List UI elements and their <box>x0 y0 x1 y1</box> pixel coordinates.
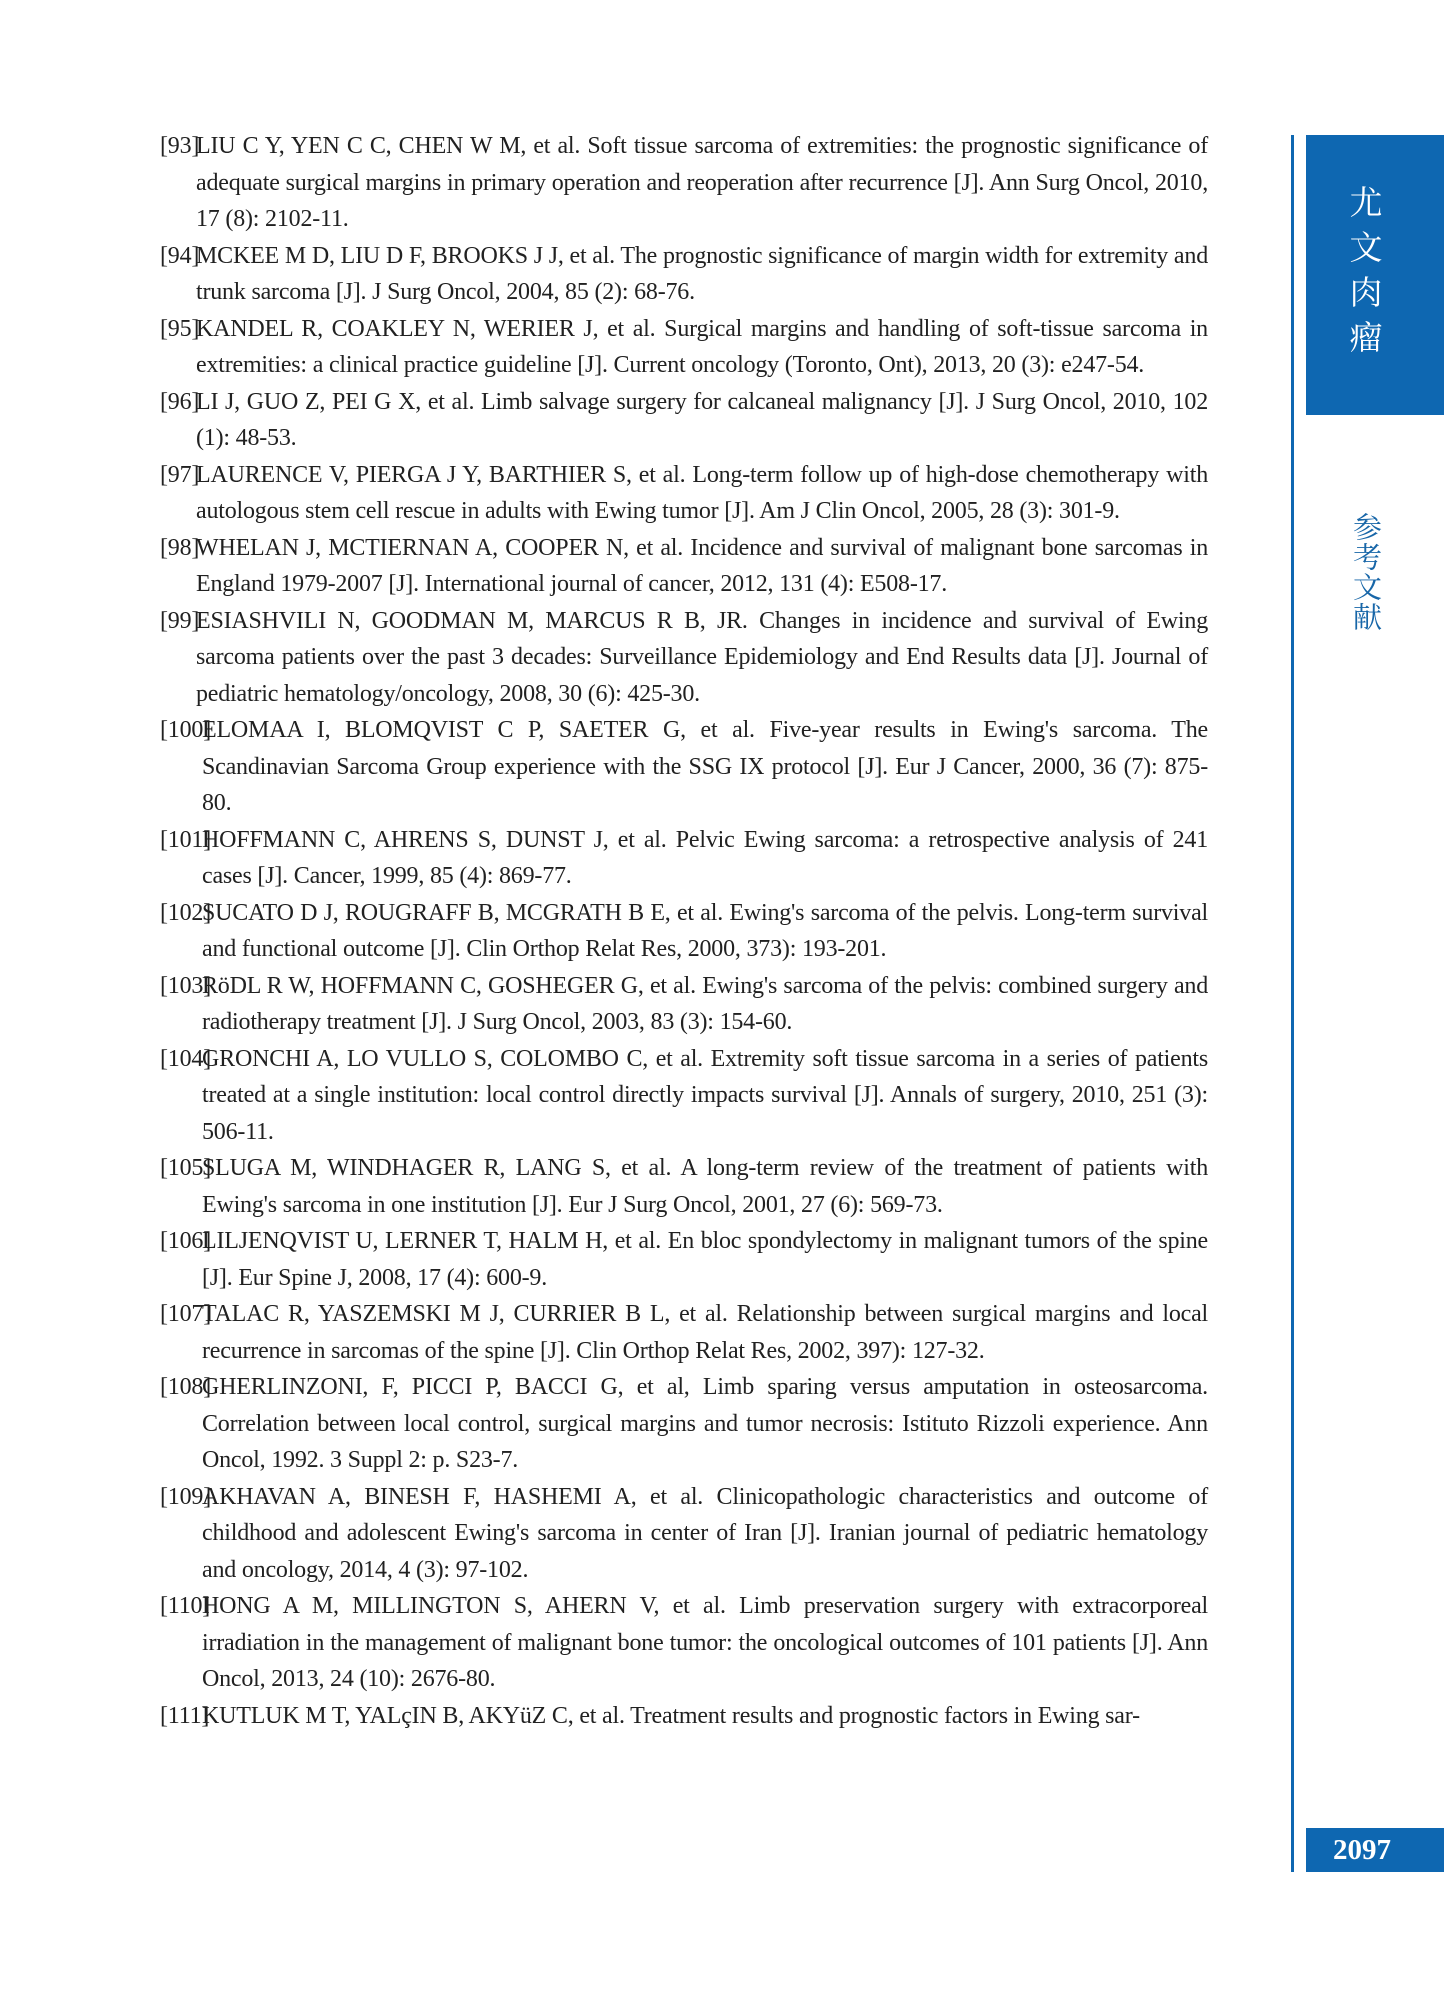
page-number-badge <box>1306 1828 1444 1872</box>
reference-text: TALAC R, YASZEMSKI M J, CURRIER B L, et al. Relationship between surgical margins and local recurrence in sarcomas of the spine [J]. Clin Orthop Relat Res, 2002, 397): 127-32. <box>202 1301 1208 1364</box>
reference-number: [108] <box>160 1374 211 1400</box>
reference-item <box>160 1223 1208 1296</box>
reference-number: [95] <box>160 315 200 342</box>
reference-text: LI J, GUO Z, PEI G X, et al. Limb salvage surgery for calcaneal malignancy [J]. J Surg Oncol, 2010, 102 (1): 48-53. <box>196 388 1208 451</box>
reference-text: LAURENCE V, PIERGA J Y, BARTHIER S, et al. Long-term follow up of high-dose chemotherapy with autologous stem cell rescue in adults with Ewing tumor [J]. Am J Clin Oncol, 2005, 28 (3): 301-9. <box>196 461 1208 524</box>
reference-number: [93] <box>160 133 200 159</box>
reference-text: KANDEL R, COAKLEY N, WERIER J, et al. Surgical margins and handling of soft-tissue sarcoma in extremities: a clinical practice guideline [J]. Current oncology (Toronto, Ont), 2013, 20 (3): e247-54. <box>196 315 1208 378</box>
reference-item <box>160 1369 1208 1479</box>
reference-number: [99] <box>160 607 200 634</box>
reference-number: [110] <box>160 1593 211 1619</box>
reference-text: MCKEE M D, LIU D F, BROOKS J J, et al. The prognostic significance of margin width for extremity and trunk sarcoma [J]. J Surg Oncol, 2004, 85 (2): 68-76. <box>196 242 1208 305</box>
chapter-tab <box>1306 135 1444 415</box>
reference-item <box>160 530 1208 603</box>
reference-item <box>160 1296 1208 1369</box>
reference-number: [94] <box>160 242 200 269</box>
reference-number: [97] <box>160 461 200 488</box>
page-number: 2097 <box>1333 1833 1391 1866</box>
reference-number: [107] <box>160 1301 211 1327</box>
reference-text: LIU C Y, YEN C C, CHEN W M, et al. Soft tissue sarcoma of extremities: the prognostic significance of adequate surgical margins in primary operation and reoperation after recurrence [J]. Ann Surg Oncol, 2010, 17 (8): 2102-11. <box>196 133 1208 232</box>
reference-number: [100] <box>160 717 211 743</box>
chapter-tab-label: 尤文肉瘤 <box>1345 185 1383 365</box>
reference-item <box>160 603 1208 713</box>
reference-number: [103] <box>160 972 211 999</box>
reference-number: [111] <box>160 1702 210 1729</box>
reference-text: SUCATO D J, ROUGRAFF B, MCGRATH B E, et al. Ewing's sarcoma of the pelvis. Long-term survival and functional outcome [J]. Clin Orthop Relat Res, 2000, 373): 193-201. <box>202 899 1208 962</box>
reference-text: ELOMAA I, BLOMQVIST C P, SAETER G, et al. Five-year results in Ewing's sarcoma. The Scandinavian Sarcoma Group experience with the SSG IX protocol [J]. Eur J Cancer, 2000, 36 (7): 875-80. <box>202 717 1208 816</box>
reference-text: KUTLUK M T, YALçIN B, AKYüZ C, et al. Treatment results and prognostic factors in Ewing sar- <box>202 1702 1140 1729</box>
reference-number: [101] <box>160 826 211 853</box>
reference-text: HONG A M, MILLINGTON S, AHERN V, et al. Limb preservation surgery with extracorporeal irradiation in the management of malignant bone tumor: the oncological outcomes of 101 patients [J]. Ann Oncol, 2013, 24 (10): 2676-80. <box>202 1593 1208 1692</box>
reference-text: RöDL R W, HOFFMANN C, GOSHEGER G, et al. Ewing's sarcoma of the pelvis: combined surgery and radiotherapy treatment [J]. J Surg Oncol, 2003, 83 (3): 154-60. <box>202 972 1208 1035</box>
reference-text: GHERLINZONI, F, PICCI P, BACCI G, et al, Limb sparing versus amputation in osteosarcoma. Correlation between local control, surgical margins and tumor necrosis: Istituto Rizzoli experience. Ann Oncol, 1992. 3 Suppl 2: p. S23-7. <box>202 1374 1208 1473</box>
reference-list <box>160 128 1208 1734</box>
reference-number: [104] <box>160 1045 211 1072</box>
reference-item <box>160 457 1208 530</box>
reference-text: AKHAVAN A, BINESH F, HASHEMI A, et al. Clinicopathologic characteristics and outcome of childhood and adolescent Ewing's sarcoma in center of Iran [J]. Iranian journal of pediatric hematology and oncology, 2014, 4 (3): 97-102. <box>202 1483 1208 1583</box>
reference-text: LILJENQVIST U, LERNER T, HALM H, et al. En bloc spondylectomy in malignant tumors of the spine [J]. Eur Spine J, 2008, 17 (4): 600-9. <box>202 1228 1208 1291</box>
reference-item <box>160 238 1208 311</box>
reference-number: [109] <box>160 1483 211 1510</box>
reference-item <box>160 1479 1208 1589</box>
reference-item <box>160 311 1208 384</box>
reference-item <box>160 1041 1208 1151</box>
reference-number: [98] <box>160 534 200 561</box>
reference-item <box>160 1150 1208 1223</box>
reference-text: WHELAN J, MCTIERNAN A, COOPER N, et al. Incidence and survival of malignant bone sarcomas in England 1979-2007 [J]. International journal of cancer, 2012, 131 (4): E508-17. <box>196 534 1208 597</box>
reference-item <box>160 895 1208 968</box>
reference-item <box>160 822 1208 895</box>
reference-text: GRONCHI A, LO VULLO S, COLOMBO C, et al. Extremity soft tissue sarcoma in a series of patients treated at a single institution: local control directly impacts survival [J]. Annals of surgery, 2010, 251 (3): 506-11. <box>202 1045 1208 1145</box>
reference-item <box>160 1588 1208 1698</box>
reference-number: [105] <box>160 1155 211 1181</box>
section-label: 参考文献 <box>1349 512 1381 632</box>
reference-item <box>160 968 1208 1041</box>
reference-text: SLUGA M, WINDHAGER R, LANG S, et al. A long-term review of the treatment of patients with Ewing's sarcoma in one institution [J]. Eur J Surg Oncol, 2001, 27 (6): 569-73. <box>202 1155 1208 1218</box>
reference-number: [96] <box>160 388 200 415</box>
sidebar-vertical-rule <box>1291 135 1294 1872</box>
reference-number: [106] <box>160 1228 211 1254</box>
reference-item <box>160 384 1208 457</box>
reference-item <box>160 712 1208 822</box>
reference-item <box>160 1698 1208 1735</box>
reference-text: HOFFMANN C, AHRENS S, DUNST J, et al. Pelvic Ewing sarcoma: a retrospective analysis of 241 cases [J]. Cancer, 1999, 85 (4): 869-77. <box>202 826 1208 889</box>
reference-item <box>160 128 1208 238</box>
reference-text: ESIASHVILI N, GOODMAN M, MARCUS R B, JR. Changes in incidence and survival of Ewing sarcoma patients over the past 3 decades: Surveillance Epidemiology and End Results data [J]. Journal of pediatric hematology/oncology, 2008, 30 (6): 425-30. <box>196 607 1208 707</box>
reference-number: [102] <box>160 899 211 926</box>
